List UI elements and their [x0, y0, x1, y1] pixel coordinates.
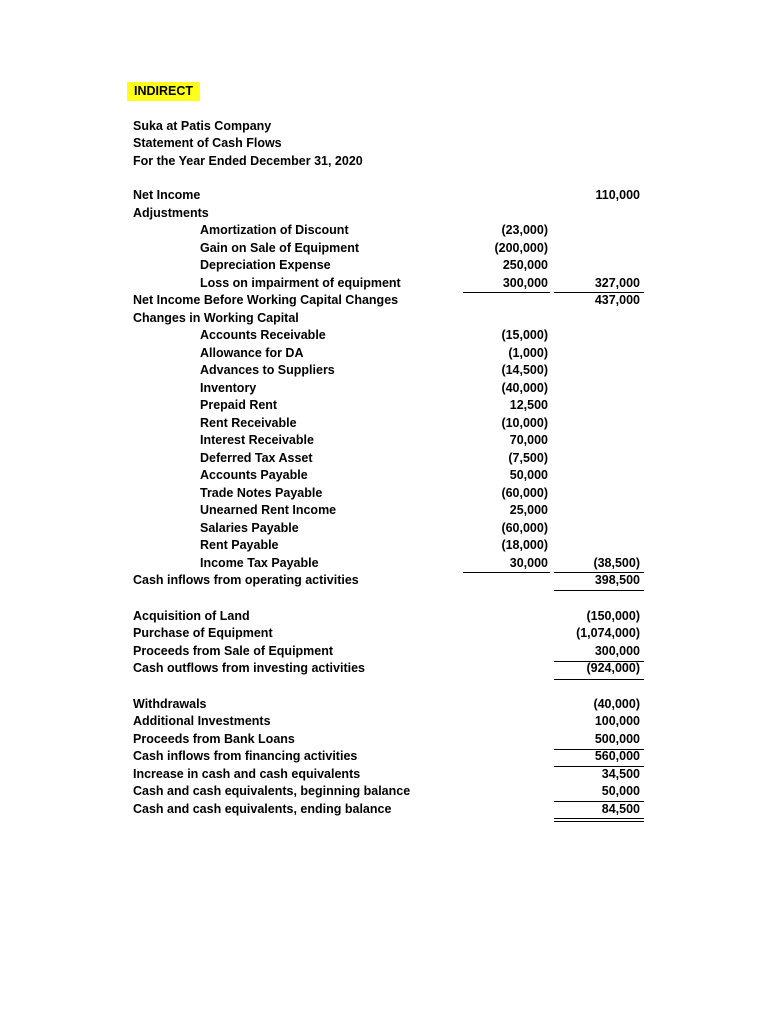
statement-row [0, 257, 768, 275]
row-label: Increase in cash and cash equivalents [133, 766, 361, 781]
statement-row [0, 345, 768, 363]
statement-row [0, 397, 768, 415]
statement-row [0, 240, 768, 258]
detail-amount: (10,000) [501, 415, 548, 430]
statement-row [0, 766, 768, 784]
row-label: Net Income Before Working Capital Changes [133, 293, 399, 307]
row-label: Allowance for DA [200, 345, 304, 360]
total-amount: (1,074,000) [576, 626, 640, 640]
row-label: Rent Payable [200, 538, 279, 552]
statement-row [0, 205, 768, 223]
section-spacer [0, 678, 768, 696]
statement-row [0, 450, 768, 468]
row-label: Prepaid Rent [200, 398, 278, 412]
row-label: Proceeds from Sale of Equipment [133, 643, 334, 658]
statement-row [0, 432, 768, 450]
adjustments-subtotal-rule [463, 292, 550, 293]
detail-amount: (14,500) [501, 363, 548, 377]
statement-row [0, 625, 768, 643]
statement-row [0, 731, 768, 749]
financing-subtotal-rule [554, 749, 644, 750]
statement-row [0, 415, 768, 433]
statement-row [0, 696, 768, 714]
statement-row [0, 572, 768, 590]
total-amount: 300,000 [594, 643, 640, 658]
row-label: Changes in Working Capital [133, 310, 299, 325]
detail-amount: 12,500 [509, 398, 548, 412]
total-amount: 500,000 [594, 731, 640, 746]
statement-row [0, 362, 768, 380]
statement-row [0, 748, 768, 766]
row-label: Depreciation Expense [200, 258, 331, 272]
detail-amount: 25,000 [509, 503, 548, 517]
statement-row [0, 187, 768, 205]
detail-amount: (23,000) [501, 223, 548, 237]
adjustments-total-rule [554, 292, 644, 293]
row-label: Proceeds from Bank Loans [133, 731, 295, 746]
row-label: Cash inflows from financing activities [133, 749, 358, 763]
statement-row [0, 275, 768, 293]
detail-amount: (60,000) [501, 485, 548, 500]
statement-row [0, 485, 768, 503]
row-label: Advances to Suppliers [200, 363, 335, 377]
total-amount: (924,000) [586, 661, 640, 675]
indirect-method-tag: INDIRECT [127, 82, 200, 101]
row-label: Cash inflows from operating activities [133, 573, 359, 587]
total-amount: 50,000 [601, 784, 640, 798]
cash-flow-table [0, 187, 768, 818]
statement-row [0, 537, 768, 555]
section-spacer [0, 590, 768, 608]
investing-subtotal-rule [554, 661, 644, 662]
statement-row [0, 310, 768, 328]
row-label: Net Income [133, 188, 201, 202]
detail-amount: 300,000 [502, 275, 548, 290]
statement-row [0, 783, 768, 801]
total-amount: 84,500 [601, 801, 640, 816]
statement-row [0, 467, 768, 485]
row-label: Gain on Sale of Equipment [200, 240, 360, 255]
row-label: Unearned Rent Income [200, 503, 337, 517]
row-label: Adjustments [133, 205, 209, 220]
statement-period: For the Year Ended December 31, 2020 [133, 154, 363, 168]
statement-row [0, 222, 768, 240]
row-label: Purchase of Equipment [133, 626, 273, 640]
detail-amount: (18,000) [501, 538, 548, 552]
detail-amount: 50,000 [509, 468, 548, 482]
row-label: Income Tax Payable [200, 555, 319, 570]
total-amount: (38,500) [593, 555, 640, 570]
row-label: Acquisition of Land [133, 608, 250, 623]
row-label: Additional Investments [133, 714, 271, 728]
detail-amount: (40,000) [501, 380, 548, 395]
company-name: Suka at Patis Company [133, 119, 272, 133]
statement-row [0, 502, 768, 520]
detail-amount: (60,000) [501, 520, 548, 535]
detail-amount: (7,500) [508, 450, 548, 465]
total-amount: 560,000 [594, 749, 640, 763]
row-label: Accounts Receivable [200, 328, 326, 342]
total-amount: 34,500 [601, 766, 640, 781]
row-label: Loss on impairment of equipment [200, 275, 401, 290]
row-label: Interest Receivable [200, 433, 314, 447]
detail-amount: (1,000) [508, 345, 548, 360]
statement-row [0, 643, 768, 661]
statement-row [0, 380, 768, 398]
detail-amount: (15,000) [501, 328, 548, 342]
statement-row [0, 660, 768, 678]
working-capital-total-rule [554, 572, 644, 573]
total-amount: 100,000 [594, 714, 640, 728]
row-label: Cash and cash equivalents, beginning balance [133, 784, 411, 798]
statement-row [0, 713, 768, 731]
statement-row [0, 520, 768, 538]
row-label: Cash outflows from investing activities [133, 661, 365, 675]
row-label: Deferred Tax Asset [200, 450, 313, 465]
detail-amount: 70,000 [509, 433, 548, 447]
statement-row [0, 327, 768, 345]
detail-amount: 250,000 [502, 258, 548, 272]
total-amount: (40,000) [593, 696, 640, 711]
statement-title: Statement of Cash Flows [133, 136, 282, 150]
investing-total-underline [554, 679, 644, 680]
row-label: Withdrawals [133, 696, 207, 711]
total-amount: 110,000 [595, 188, 640, 202]
working-capital-subtotal-rule [463, 572, 550, 573]
total-amount: 398,500 [594, 573, 640, 587]
row-label: Accounts Payable [200, 468, 308, 482]
statement-row [0, 292, 768, 310]
row-label: Trade Notes Payable [200, 485, 323, 500]
statement-row [0, 555, 768, 573]
total-amount: (150,000) [586, 608, 640, 623]
operating-total-underline [554, 590, 644, 591]
ending-balance-double-underline [554, 818, 644, 822]
total-amount: 327,000 [594, 275, 640, 290]
statement-row [0, 801, 768, 819]
row-label: Amortization of Discount [200, 223, 349, 237]
row-label: Cash and cash equivalents, ending balance [133, 801, 392, 816]
beginning-balance-rule [554, 801, 644, 802]
financing-total-underline [554, 766, 644, 767]
statement-row [0, 608, 768, 626]
detail-amount: (200,000) [494, 240, 548, 255]
row-label: Rent Receivable [200, 415, 297, 430]
row-label: Salaries Payable [200, 520, 299, 535]
row-label: Inventory [200, 380, 257, 395]
total-amount: 437,000 [594, 293, 640, 307]
detail-amount: 30,000 [509, 555, 548, 570]
